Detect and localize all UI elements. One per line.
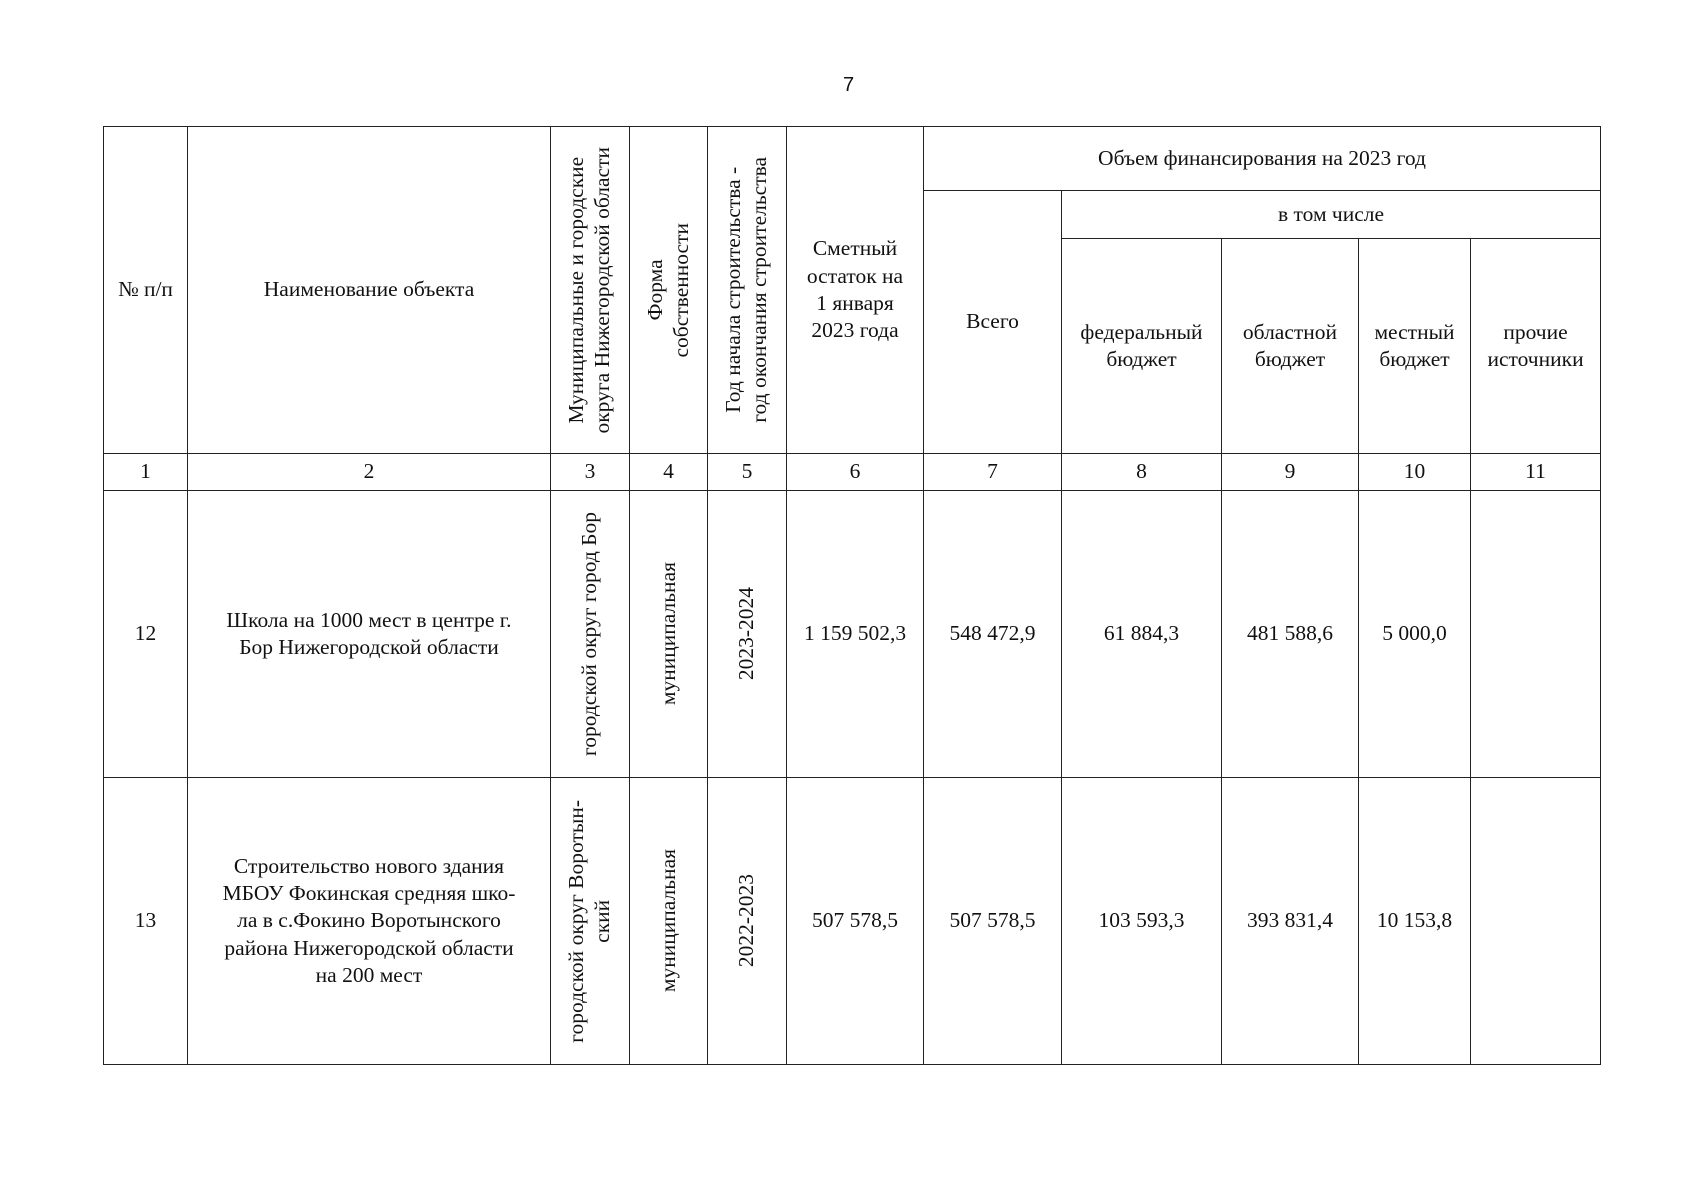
object-name: Школа на 1000 мест в центре г. Бор Нижегородской области xyxy=(188,491,551,778)
header-federal: федеральный бюджет xyxy=(1062,239,1222,454)
page-number: 7 xyxy=(842,74,855,96)
remainder-value: 1 159 502,3 xyxy=(787,491,924,778)
construction-years: 2022-2023 xyxy=(708,778,787,1065)
header-remainder: Сметный остаток на 1 января 2023 года xyxy=(787,127,924,454)
other-value xyxy=(1471,491,1601,778)
table-row xyxy=(104,778,1601,1065)
regional-value: 393 831,4 xyxy=(1222,778,1359,1065)
column-number: 2 xyxy=(188,454,551,491)
column-number: 8 xyxy=(1062,454,1222,491)
local-value: 5 000,0 xyxy=(1359,491,1471,778)
total-value: 548 472,9 xyxy=(924,491,1062,778)
header-including: в том числе xyxy=(1062,191,1601,239)
header-name: Наименование объекта xyxy=(188,127,551,454)
header-total: Всего xyxy=(924,191,1062,454)
column-number: 7 xyxy=(924,454,1062,491)
construction-years: 2023-2024 xyxy=(708,491,787,778)
header-row-1 xyxy=(104,127,1601,191)
object-name: Строительство нового здания МБОУ Фокинская средняя шко- ла в с.Фокино Воротынского района Нижегородской области на 200 мест xyxy=(188,778,551,1065)
remainder-value: 507 578,5 xyxy=(787,778,924,1065)
municipality: городской округ Воротын- ский xyxy=(551,778,630,1065)
column-number: 3 xyxy=(551,454,630,491)
column-number: 11 xyxy=(1471,454,1601,491)
local-value: 10 153,8 xyxy=(1359,778,1471,1065)
ownership: муниципальная xyxy=(630,491,708,778)
column-number: 5 xyxy=(708,454,787,491)
header-municipality: Муниципальные и городские округа Нижегородской области xyxy=(551,127,630,454)
column-number: 6 xyxy=(787,454,924,491)
header-other: прочие источники xyxy=(1471,239,1601,454)
header-ownership: Форма собственности xyxy=(630,127,708,454)
column-number: 10 xyxy=(1359,454,1471,491)
table-row xyxy=(104,491,1601,778)
header-local: местный бюджет xyxy=(1359,239,1471,454)
header-regional: областной бюджет xyxy=(1222,239,1359,454)
federal-value: 103 593,3 xyxy=(1062,778,1222,1065)
total-value: 507 578,5 xyxy=(924,778,1062,1065)
header-num: № п/п xyxy=(104,127,188,454)
row-num: 12 xyxy=(104,491,188,778)
column-number-row xyxy=(104,454,1601,491)
other-value xyxy=(1471,778,1601,1065)
financing-table xyxy=(103,126,1601,1065)
ownership: муниципальная xyxy=(630,778,708,1065)
header-years: Год начала строительства - год окончания строительства xyxy=(708,127,787,454)
municipality: городской округ город Бор xyxy=(551,491,630,778)
column-number: 4 xyxy=(630,454,708,491)
header-funding-title: Объем финансирования на 2023 год xyxy=(924,127,1601,191)
column-number: 9 xyxy=(1222,454,1359,491)
federal-value: 61 884,3 xyxy=(1062,491,1222,778)
row-num: 13 xyxy=(104,778,188,1065)
column-number: 1 xyxy=(104,454,188,491)
regional-value: 481 588,6 xyxy=(1222,491,1359,778)
